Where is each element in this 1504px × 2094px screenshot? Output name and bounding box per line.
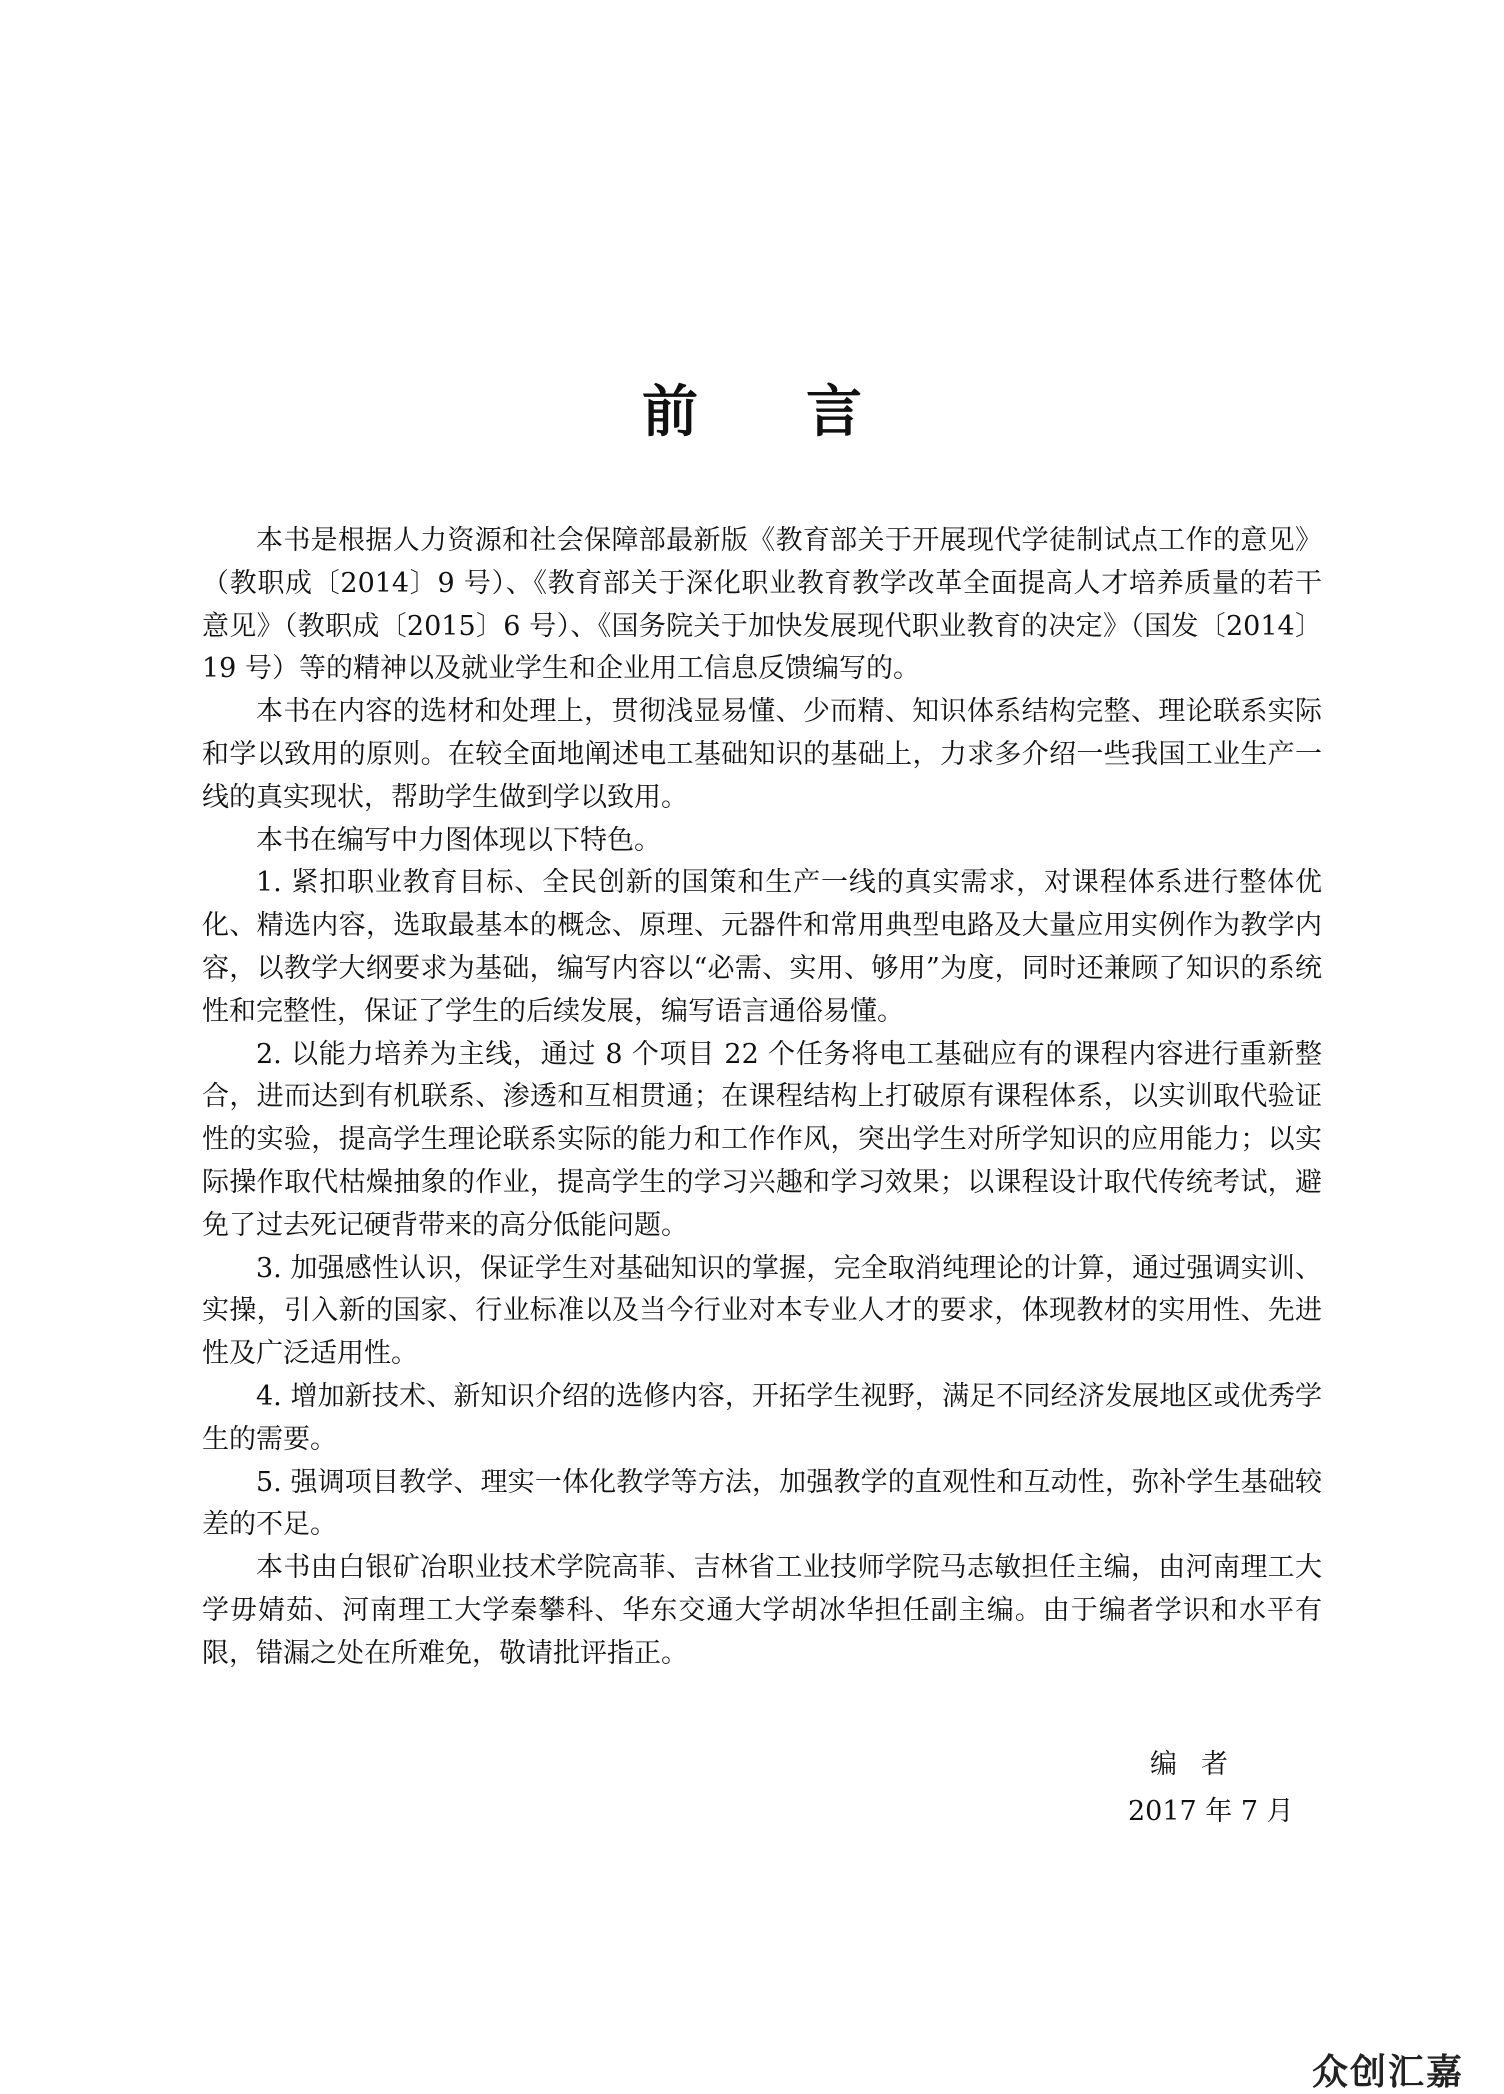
page-title	[0, 378, 1504, 448]
paragraph-authors: 本书由白银矿冶职业技术学院高菲、吉林省工业技师学院马志敏担任主编，由河南理工大学毋婧茹、河南理工大学秦攀科、华东交通大学胡冰华担任副主编。由于编者学识和水平有限，错漏之处在所难免，敬请批评指正。	[202, 1552, 1322, 1669]
preface-body	[202, 520, 1322, 1676]
paragraph-features-intro: 本书在编写中力图体现以下特色。	[256, 824, 661, 856]
paragraph-feature-4: 4. 增加新技术、新知识介绍的选修内容，开拓学生视野，满足不同经济发展地区或优秀学生的需要。	[202, 1380, 1322, 1455]
signature-date: 2017 年 7 月	[1128, 1796, 1294, 1827]
paragraph-feature-5: 5. 强调项目教学、理实一体化教学等方法，加强教学的直观性和互动性，弥补学生基础较差的不足。	[202, 1466, 1322, 1541]
signature-author: 编者	[1150, 1749, 1252, 1780]
paragraph-feature-1: 1. 紧扣职业教育目标、全民创新的国策和生产一线的真实需求，对课程体系进行整体优化、精选内容，选取最基本的概念、原理、元器件和常用典型电路及大量应用实例作为教学内容，以教学大纲要求为基础，编写内容以“必需、实用、够用”为度，同时还兼顾了知识的系统性和完整性，保证了学生的后续发展，编写语言通俗易懂。	[202, 867, 1322, 1027]
watermark-logo: 众创汇嘉	[1312, 2052, 1465, 2093]
paragraph-intro: 本书是根据人力资源和社会保障部最新版《教育部关于开展现代学徒制试点工作的意见》（教职成〔2014〕9 号）、《教育部关于深化职业教育教学改革全面提高人才培养质量的若干意见》（教职成〔2015〕6 号）、《国务院关于加快发展现代职业教育的决定》（国发〔2014〕19 号）等的精神以及就业学生和企业用工信息反馈编写的。	[202, 525, 1322, 685]
paragraph-principles: 本书在内容的选材和处理上，贯彻浅显易懂、少而精、知识体系结构完整、理论联系实际和学以致用的原则。在较全面地阐述电工基础知识的基础上，力求多介绍一些我国工业生产一线的真实现状，帮助学生做到学以致用。	[202, 696, 1322, 813]
title-char-1: 前	[642, 380, 698, 445]
paragraph-feature-2: 2. 以能力培养为主线，通过 8 个项目 22 个任务将电工基础应有的课程内容进行重新整合，进而达到有机联系、渗透和互相贯通；在课程结构上打破原有课程体系，以实训取代验证性的实验，提高学生理论联系实际的能力和工作作风，突出学生对所学知识的应用能力；以实际操作取代枯燥抽象的作业，提高学生的学习兴趣和学习效果；以课程设计取代传统考试，避免了过去死记硬背带来的高分低能问题。	[202, 1038, 1322, 1241]
title-char-2: 言	[806, 380, 862, 445]
paragraph-feature-3: 3. 加强感性认识，保证学生对基础知识的掌握，完全取消纯理论的计算，通过强调实训、实操，引入新的国家、行业标准以及当今行业对本专业人才的要求，体现教材的实用性、先进性及广泛适用性。	[202, 1252, 1322, 1370]
